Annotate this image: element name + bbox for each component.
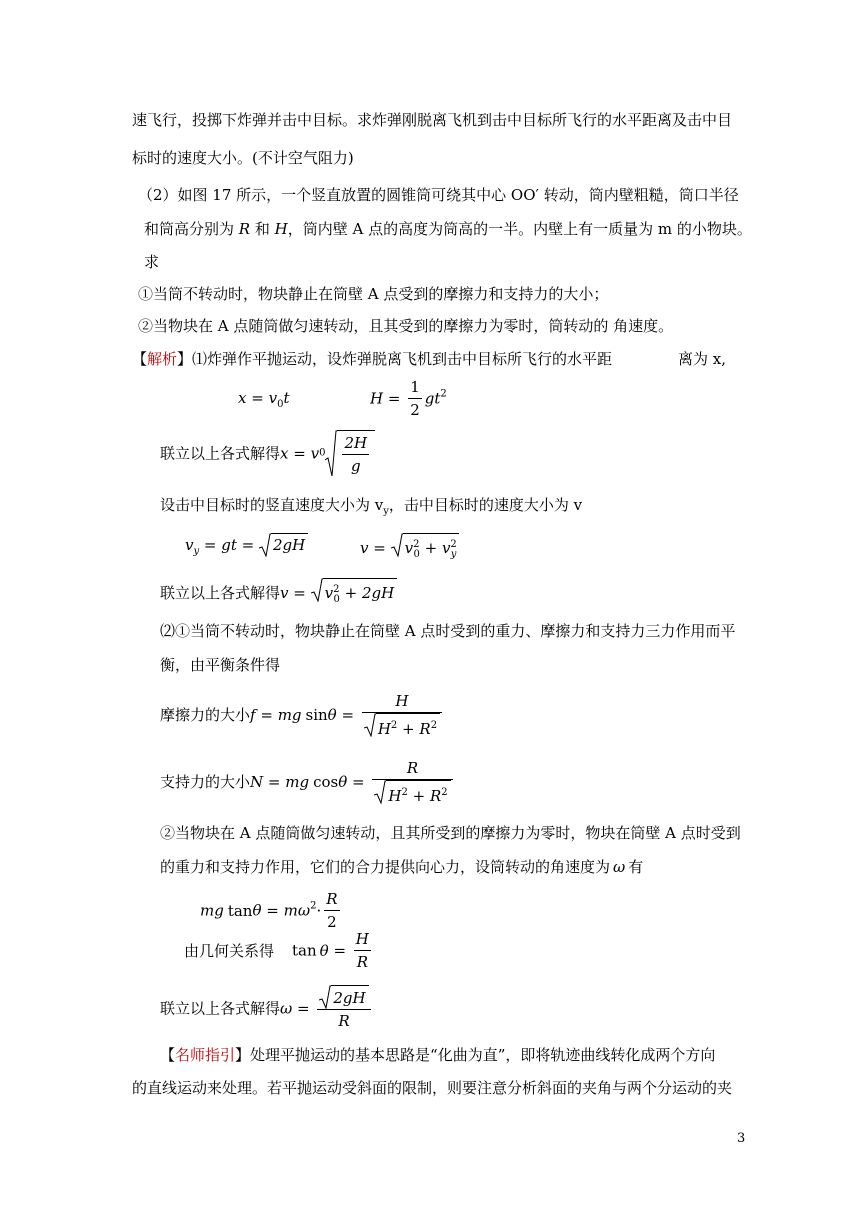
text-line: （2）如图 17 所示，一个竖直放置的圆锥筒可绕其中心 OO′ 转动，筒内壁粗糙，筒口半径 bbox=[138, 186, 739, 204]
formula-h: H = $\frac{1}{2}$ $gt^2$ bbox=[370, 378, 447, 419]
page-number: 3 bbox=[737, 1131, 746, 1146]
text: ⑴炸弹作平抛运动，设炸弹脱离飞机到击中目标所飞行的水平距 bbox=[192, 350, 613, 368]
formula-vy: $v_y$ = gt = 2gH bbox=[185, 533, 308, 562]
formula-friction: 摩擦力的大小f = mg sinθ = $\frac{H}{H^2 + R^2}$ bbox=[160, 690, 445, 740]
formula-geometry: 由几何关系得 tan θ = $\frac{H}{R}$ bbox=[184, 930, 369, 971]
text: ，筒内壁 A 点的高度为筒高的一半。内壁上有一质量为 m 的小物块。 bbox=[287, 220, 752, 238]
bracket: 】 bbox=[177, 350, 193, 368]
formula-v: v = $v^2_0 + v^2_y$ bbox=[360, 533, 459, 565]
bracket: 【 bbox=[132, 350, 148, 368]
tip-line: 【名师指引】处理平抛运动的基本思路是“化曲为直”，即将轨迹曲线转化成两个方向 bbox=[160, 1046, 716, 1064]
formula-centripetal: mg $\tan\theta = m\omega^2\cdot$ $\frac{R}{2}$ bbox=[200, 890, 338, 931]
text-line: 求 bbox=[144, 253, 160, 271]
text: 和筒高分别为 bbox=[144, 220, 239, 238]
text-line: ②当物块在 A 点随筒做匀速转动，且其受到的摩擦力为零时，筒转动的 角速度。 bbox=[138, 317, 674, 335]
text-line: 标时的速度大小。(不计空气阻力) bbox=[132, 149, 354, 167]
text-line: 速飞行，投掷下炸弹并击中目标。求炸弹刚脱离飞机到击中目标所飞行的水平距离及击中目 bbox=[132, 111, 733, 129]
text-line: 设击中目标时的竖直速度大小为 $v_y$，击中目标时的速度大小为 v bbox=[160, 496, 583, 517]
text-line: 的直线运动来处理。若平抛运动受斜面的限制，则要注意分析斜面的夹角与两个分运动的夹 bbox=[132, 1079, 733, 1097]
formula-omega-result: 联立以上各式解得ω = $\frac{2gH}{R}$ bbox=[160, 985, 374, 1032]
text-line: ①当筒不转动时，物块静止在筒壁 A 点受到的摩擦力和支持力的大小； bbox=[138, 285, 609, 303]
var-r: R bbox=[238, 220, 251, 238]
analysis-tag: 解析 bbox=[147, 350, 178, 368]
tip-tag: 名师指引 bbox=[175, 1046, 236, 1064]
text-line: 的重力和支持力作用，它们的合力提供向心力，设筒转动的角速度为 ω 有 bbox=[160, 858, 644, 876]
formula-support: 支持力的大小N = mg cosθ = $\frac{R}{H^2 + R^2}$ bbox=[160, 757, 456, 807]
formula-x-result: 联立以上各式解得x = v0 $\frac{2H}{g}$ bbox=[160, 430, 375, 477]
text-line: ②当物块在 A 点随筒做匀速转动，且其所受到的摩擦力为零时，物块在筒壁 A 点时受到 bbox=[160, 824, 741, 842]
formula-x: $x = v_0t$ bbox=[238, 389, 290, 410]
text-line bbox=[144, 219, 752, 239]
text-line: 衡，由平衡条件得 bbox=[160, 656, 281, 674]
text: 和 bbox=[250, 220, 275, 238]
text-line: ⑵①当筒不转动时，物块静止在筒壁 A 点时受到的重力、摩擦力和支持力三力作用而平 bbox=[160, 622, 736, 640]
var-h: H bbox=[274, 220, 288, 238]
analysis-line bbox=[132, 349, 612, 369]
formula-v-result: 联立以上各式解得v = $v^2_0 + 2gH$ bbox=[160, 578, 397, 610]
text-line: 离为 x, bbox=[678, 350, 726, 368]
